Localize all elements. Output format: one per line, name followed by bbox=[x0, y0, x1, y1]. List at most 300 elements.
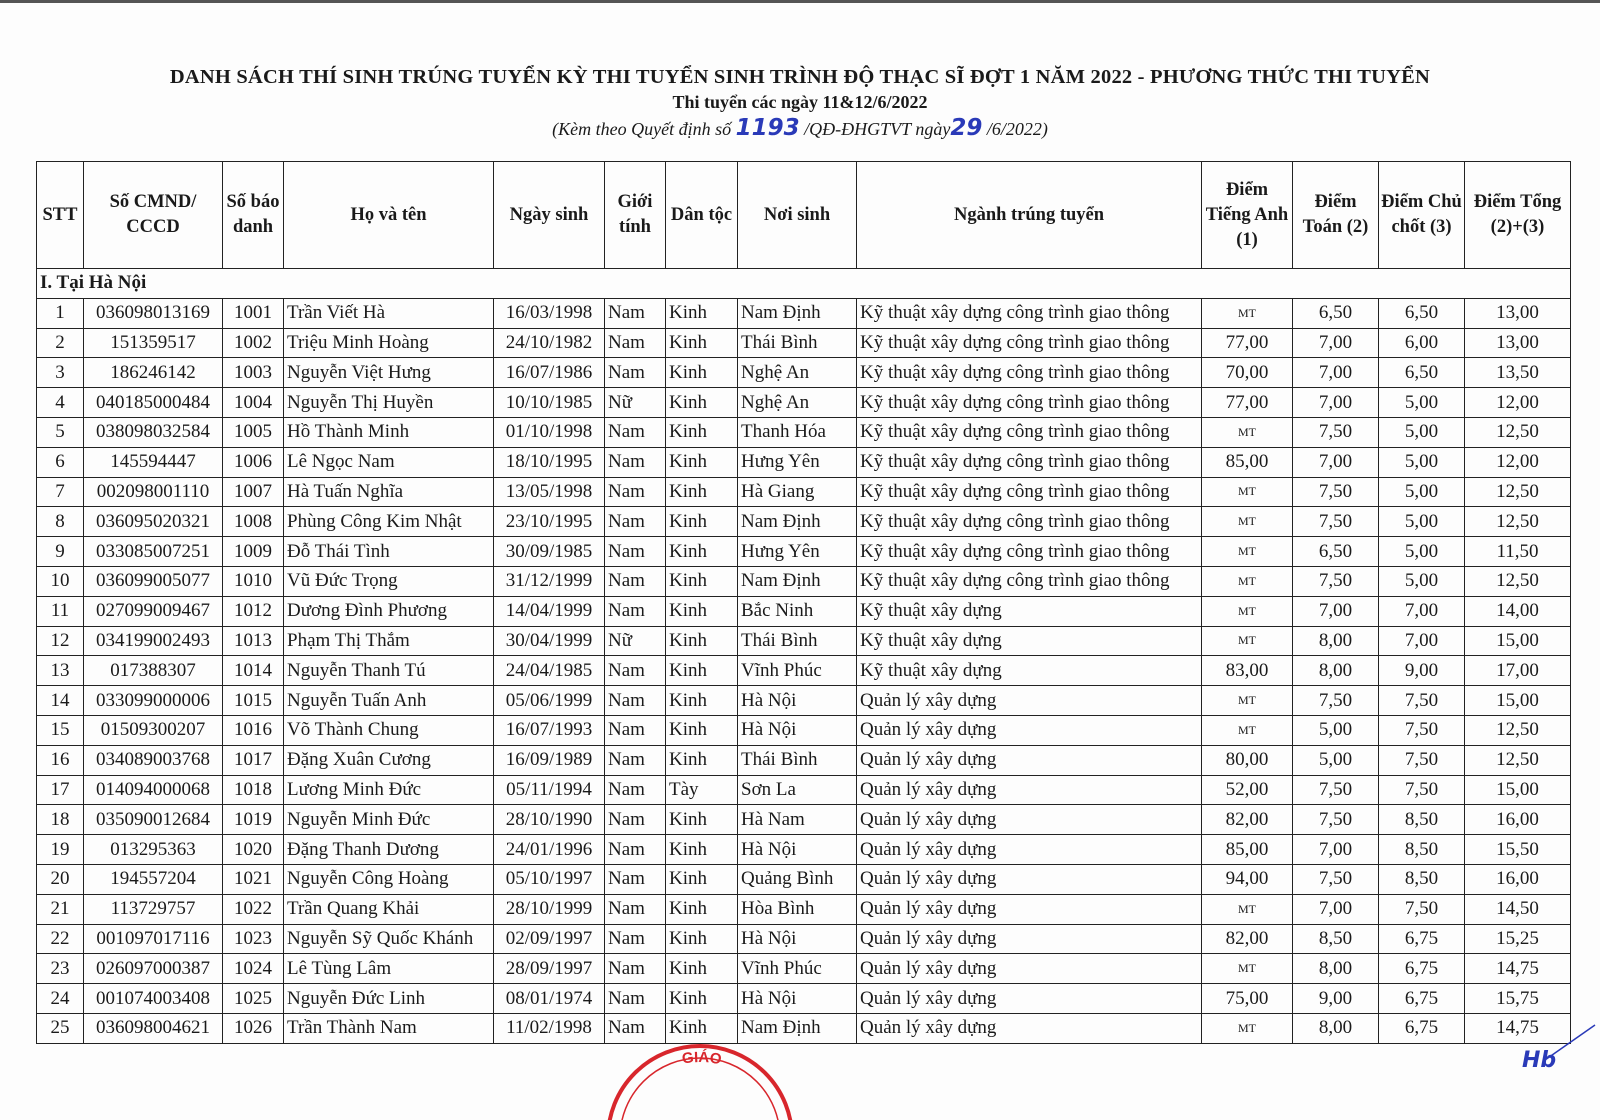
cell-stt: 21 bbox=[37, 894, 84, 924]
cell-sbd: 1013 bbox=[223, 626, 284, 656]
cell-gender: Nam bbox=[605, 298, 666, 328]
header-ethnic: Dân tộc bbox=[666, 162, 738, 269]
cell-dob: 16/07/1986 bbox=[494, 358, 605, 388]
section-label: I. Tại Hà Nội bbox=[37, 269, 1571, 299]
cell-total: 15,50 bbox=[1465, 835, 1571, 865]
decision-day-handwritten: 29 bbox=[950, 115, 983, 141]
cell-stt: 7 bbox=[37, 477, 84, 507]
cell-dob: 31/12/1999 bbox=[494, 566, 605, 596]
cell-core: 6,00 bbox=[1379, 328, 1465, 358]
cell-name: Nguyễn Sỹ Quốc Khánh bbox=[284, 924, 494, 954]
cell-major: Quản lý xây dựng bbox=[857, 864, 1202, 894]
cell-dob: 16/03/1998 bbox=[494, 298, 605, 328]
cell-gender: Nam bbox=[605, 596, 666, 626]
cell-stt: 6 bbox=[37, 447, 84, 477]
cell-cmnd: 194557204 bbox=[84, 864, 223, 894]
cell-ethnic: Kinh bbox=[666, 566, 738, 596]
cell-major: Kỹ thuật xây dựng công trình giao thông bbox=[857, 566, 1202, 596]
cell-math: 7,00 bbox=[1293, 596, 1379, 626]
cell-birthplace: Hà Nội bbox=[738, 984, 857, 1014]
cell-stt: 14 bbox=[37, 686, 84, 716]
cell-cmnd: 001074003408 bbox=[84, 984, 223, 1014]
cell-cmnd: 014094000068 bbox=[84, 775, 223, 805]
cell-birthplace: Hưng Yên bbox=[738, 537, 857, 567]
cell-stt: 8 bbox=[37, 507, 84, 537]
cell-gender: Nam bbox=[605, 417, 666, 447]
cell-english: 80,00 bbox=[1202, 745, 1293, 775]
cell-stt: 12 bbox=[37, 626, 84, 656]
cell-cmnd: 036098004621 bbox=[84, 1013, 223, 1043]
cell-core: 6,50 bbox=[1379, 358, 1465, 388]
cell-stt: 19 bbox=[37, 835, 84, 865]
cell-major: Kỹ thuật xây dựng công trình giao thông bbox=[857, 298, 1202, 328]
table-row bbox=[37, 835, 1571, 865]
cell-birthplace: Nghệ An bbox=[738, 358, 857, 388]
cell-total: 12,50 bbox=[1465, 745, 1571, 775]
cell-cmnd: 026097000387 bbox=[84, 954, 223, 984]
cell-birthplace: Thái Bình bbox=[738, 626, 857, 656]
cell-major: Kỹ thuật xây dựng công trình giao thông bbox=[857, 477, 1202, 507]
cell-cmnd: 113729757 bbox=[84, 894, 223, 924]
cell-birthplace: Nam Định bbox=[738, 566, 857, 596]
cell-stt: 3 bbox=[37, 358, 84, 388]
cell-sbd: 1020 bbox=[223, 835, 284, 865]
decision-prefix: (Kèm theo Quyết định số bbox=[552, 119, 736, 139]
cell-stt: 25 bbox=[37, 1013, 84, 1043]
cell-dob: 05/11/1994 bbox=[494, 775, 605, 805]
cell-major: Quản lý xây dựng bbox=[857, 954, 1202, 984]
cell-name: Phùng Công Kim Nhật bbox=[284, 507, 494, 537]
cell-ethnic: Kinh bbox=[666, 954, 738, 984]
cell-name: Nguyễn Đức Linh bbox=[284, 984, 494, 1014]
cell-english: MT bbox=[1202, 537, 1293, 567]
cell-gender: Nam bbox=[605, 537, 666, 567]
official-seal bbox=[590, 1040, 810, 1120]
cell-gender: Nam bbox=[605, 894, 666, 924]
cell-ethnic: Kinh bbox=[666, 388, 738, 418]
cell-total: 15,25 bbox=[1465, 924, 1571, 954]
cell-english: 52,00 bbox=[1202, 775, 1293, 805]
cell-math: 6,50 bbox=[1293, 298, 1379, 328]
cell-gender: Nam bbox=[605, 805, 666, 835]
cell-math: 8,00 bbox=[1293, 1013, 1379, 1043]
cell-cmnd: 145594447 bbox=[84, 447, 223, 477]
cell-birthplace: Nghệ An bbox=[738, 388, 857, 418]
cell-core: 9,00 bbox=[1379, 656, 1465, 686]
table-row bbox=[37, 358, 1571, 388]
cell-total: 12,00 bbox=[1465, 447, 1571, 477]
cell-birthplace: Nam Định bbox=[738, 507, 857, 537]
cell-gender: Nam bbox=[605, 1013, 666, 1043]
cell-core: 7,50 bbox=[1379, 686, 1465, 716]
cell-cmnd: 034199002493 bbox=[84, 626, 223, 656]
cell-major: Kỹ thuật xây dựng công trình giao thông bbox=[857, 507, 1202, 537]
header-gender: Giới tính bbox=[605, 162, 666, 269]
cell-core: 5,00 bbox=[1379, 447, 1465, 477]
cell-name: Dương Đình Phương bbox=[284, 596, 494, 626]
cell-english: MT bbox=[1202, 477, 1293, 507]
cell-dob: 24/01/1996 bbox=[494, 835, 605, 865]
cell-gender: Nam bbox=[605, 984, 666, 1014]
cell-dob: 05/10/1997 bbox=[494, 864, 605, 894]
table-row bbox=[37, 894, 1571, 924]
cell-ethnic: Kinh bbox=[666, 924, 738, 954]
table-row bbox=[37, 328, 1571, 358]
cell-birthplace: Hà Nam bbox=[738, 805, 857, 835]
cell-stt: 11 bbox=[37, 596, 84, 626]
cell-birthplace: Nam Định bbox=[738, 298, 857, 328]
cell-english: 94,00 bbox=[1202, 864, 1293, 894]
cell-cmnd: 036099005077 bbox=[84, 566, 223, 596]
table-row bbox=[37, 537, 1571, 567]
cell-ethnic: Kinh bbox=[666, 984, 738, 1014]
cell-total: 16,00 bbox=[1465, 864, 1571, 894]
cell-major: Quản lý xây dựng bbox=[857, 835, 1202, 865]
seal-text: GIÁO bbox=[680, 1048, 723, 1069]
cell-cmnd: 038098032584 bbox=[84, 417, 223, 447]
cell-ethnic: Kinh bbox=[666, 328, 738, 358]
cell-birthplace: Quảng Bình bbox=[738, 864, 857, 894]
document-header bbox=[0, 66, 1600, 141]
cell-core: 5,00 bbox=[1379, 566, 1465, 596]
cell-core: 6,50 bbox=[1379, 298, 1465, 328]
cell-english: 82,00 bbox=[1202, 805, 1293, 835]
cell-total: 12,50 bbox=[1465, 507, 1571, 537]
cell-birthplace: Hà Giang bbox=[738, 477, 857, 507]
header-major: Ngành trúng tuyển bbox=[857, 162, 1202, 269]
cell-stt: 4 bbox=[37, 388, 84, 418]
cell-birthplace: Thái Bình bbox=[738, 328, 857, 358]
cell-math: 7,50 bbox=[1293, 507, 1379, 537]
cell-name: Nguyễn Thị Huyền bbox=[284, 388, 494, 418]
cell-total: 15,00 bbox=[1465, 626, 1571, 656]
table-row bbox=[37, 924, 1571, 954]
cell-ethnic: Kinh bbox=[666, 864, 738, 894]
cell-major: Quản lý xây dựng bbox=[857, 924, 1202, 954]
cell-total: 11,50 bbox=[1465, 537, 1571, 567]
cell-english: MT bbox=[1202, 566, 1293, 596]
cell-major: Kỹ thuật xây dựng bbox=[857, 626, 1202, 656]
cell-major: Kỹ thuật xây dựng công trình giao thông bbox=[857, 447, 1202, 477]
cell-ethnic: Kinh bbox=[666, 894, 738, 924]
svg-text:GIÁO bbox=[681, 1049, 723, 1068]
cell-birthplace: Vĩnh Phúc bbox=[738, 656, 857, 686]
cell-core: 6,75 bbox=[1379, 984, 1465, 1014]
cell-major: Quản lý xây dựng bbox=[857, 715, 1202, 745]
header-name: Họ và tên bbox=[284, 162, 494, 269]
admission-table bbox=[36, 161, 1571, 1044]
cell-ethnic: Kinh bbox=[666, 417, 738, 447]
cell-name: Nguyễn Tuấn Anh bbox=[284, 686, 494, 716]
cell-total: 13,00 bbox=[1465, 328, 1571, 358]
cell-english: 83,00 bbox=[1202, 656, 1293, 686]
cell-math: 7,00 bbox=[1293, 447, 1379, 477]
cell-dob: 02/09/1997 bbox=[494, 924, 605, 954]
cell-birthplace: Hà Nội bbox=[738, 715, 857, 745]
cell-core: 6,75 bbox=[1379, 924, 1465, 954]
cell-gender: Nam bbox=[605, 924, 666, 954]
cell-core: 5,00 bbox=[1379, 537, 1465, 567]
decision-number-handwritten: 1193 bbox=[735, 115, 800, 141]
cell-major: Kỹ thuật xây dựng bbox=[857, 596, 1202, 626]
cell-cmnd: 027099009467 bbox=[84, 596, 223, 626]
cell-name: Đỗ Thái Tình bbox=[284, 537, 494, 567]
table-row bbox=[37, 626, 1571, 656]
cell-gender: Nam bbox=[605, 686, 666, 716]
cell-math: 7,50 bbox=[1293, 417, 1379, 447]
cell-total: 14,75 bbox=[1465, 954, 1571, 984]
cell-major: Kỹ thuật xây dựng công trình giao thông bbox=[857, 417, 1202, 447]
cell-math: 7,50 bbox=[1293, 805, 1379, 835]
cell-dob: 14/04/1999 bbox=[494, 596, 605, 626]
cell-sbd: 1023 bbox=[223, 924, 284, 954]
cell-ethnic: Kinh bbox=[666, 745, 738, 775]
table-row bbox=[37, 745, 1571, 775]
cell-math: 7,00 bbox=[1293, 835, 1379, 865]
cell-stt: 18 bbox=[37, 805, 84, 835]
cell-ethnic: Kinh bbox=[666, 507, 738, 537]
cell-dob: 08/01/1974 bbox=[494, 984, 605, 1014]
cell-major: Quản lý xây dựng bbox=[857, 984, 1202, 1014]
cell-math: 8,00 bbox=[1293, 656, 1379, 686]
cell-total: 15,75 bbox=[1465, 984, 1571, 1014]
cell-math: 5,00 bbox=[1293, 715, 1379, 745]
cell-birthplace: Hưng Yên bbox=[738, 447, 857, 477]
decision-suffix: /6/2022) bbox=[982, 119, 1048, 139]
cell-english: 70,00 bbox=[1202, 358, 1293, 388]
cell-dob: 11/02/1998 bbox=[494, 1013, 605, 1043]
cell-major: Kỹ thuật xây dựng bbox=[857, 656, 1202, 686]
cell-stt: 10 bbox=[37, 566, 84, 596]
cell-total: 14,75 bbox=[1465, 1013, 1571, 1043]
cell-cmnd: 002098001110 bbox=[84, 477, 223, 507]
cell-dob: 10/10/1985 bbox=[494, 388, 605, 418]
cell-core: 8,50 bbox=[1379, 835, 1465, 865]
cell-dob: 01/10/1998 bbox=[494, 417, 605, 447]
cell-stt: 22 bbox=[37, 924, 84, 954]
cell-major: Quản lý xây dựng bbox=[857, 894, 1202, 924]
cell-gender: Nam bbox=[605, 477, 666, 507]
cell-sbd: 1025 bbox=[223, 984, 284, 1014]
cell-name: Đặng Xuân Cương bbox=[284, 745, 494, 775]
table-row bbox=[37, 984, 1571, 1014]
cell-stt: 23 bbox=[37, 954, 84, 984]
cell-english: 85,00 bbox=[1202, 447, 1293, 477]
cell-english: MT bbox=[1202, 1013, 1293, 1043]
cell-core: 7,00 bbox=[1379, 626, 1465, 656]
cell-sbd: 1009 bbox=[223, 537, 284, 567]
cell-math: 8,00 bbox=[1293, 626, 1379, 656]
cell-ethnic: Kinh bbox=[666, 656, 738, 686]
header-birthplace: Nơi sinh bbox=[738, 162, 857, 269]
document-subtitle: Thi tuyển các ngày 11&12/6/2022 bbox=[672, 92, 928, 112]
document-title: DANH SÁCH THÍ SINH TRÚNG TUYỂN KỲ THI TUYỂN SINH TRÌNH ĐỘ THẠC SĨ ĐỢT 1 NĂM 2022 - PHƯƠNG THỨC THI TUYỂN bbox=[169, 66, 1431, 88]
cell-sbd: 1014 bbox=[223, 656, 284, 686]
header-dob: Ngày sinh bbox=[494, 162, 605, 269]
cell-gender: Nam bbox=[605, 507, 666, 537]
cell-total: 15,00 bbox=[1465, 686, 1571, 716]
cell-english: 77,00 bbox=[1202, 328, 1293, 358]
cell-total: 15,00 bbox=[1465, 775, 1571, 805]
cell-math: 8,50 bbox=[1293, 924, 1379, 954]
cell-ethnic: Kinh bbox=[666, 358, 738, 388]
header-total: Điểm Tổng (2)+(3) bbox=[1465, 162, 1571, 269]
cell-english: 85,00 bbox=[1202, 835, 1293, 865]
header-stt: STT bbox=[37, 162, 84, 269]
cell-sbd: 1022 bbox=[223, 894, 284, 924]
cell-gender: Nam bbox=[605, 715, 666, 745]
cell-name: Phạm Thị Thắm bbox=[284, 626, 494, 656]
cell-sbd: 1006 bbox=[223, 447, 284, 477]
cell-dob: 30/09/1985 bbox=[494, 537, 605, 567]
header-cmnd: Số CMND/ CCCD bbox=[84, 162, 223, 269]
cell-sbd: 1017 bbox=[223, 745, 284, 775]
cell-dob: 28/10/1990 bbox=[494, 805, 605, 835]
section-row bbox=[37, 269, 1571, 299]
cell-ethnic: Kinh bbox=[666, 805, 738, 835]
cell-name: Lương Minh Đức bbox=[284, 775, 494, 805]
cell-birthplace: Bắc Ninh bbox=[738, 596, 857, 626]
cell-birthplace: Hà Nội bbox=[738, 924, 857, 954]
cell-dob: 28/09/1997 bbox=[494, 954, 605, 984]
cell-cmnd: 001097017116 bbox=[84, 924, 223, 954]
cell-dob: 16/09/1989 bbox=[494, 745, 605, 775]
cell-sbd: 1018 bbox=[223, 775, 284, 805]
cell-major: Quản lý xây dựng bbox=[857, 745, 1202, 775]
cell-cmnd: 040185000484 bbox=[84, 388, 223, 418]
cell-ethnic: Tày bbox=[666, 775, 738, 805]
cell-stt: 9 bbox=[37, 537, 84, 567]
cell-birthplace: Nam Định bbox=[738, 1013, 857, 1043]
cell-total: 12,50 bbox=[1465, 417, 1571, 447]
cell-name: Triệu Minh Hoàng bbox=[284, 328, 494, 358]
cell-ethnic: Kinh bbox=[666, 686, 738, 716]
cell-birthplace: Vĩnh Phúc bbox=[738, 954, 857, 984]
cell-english: MT bbox=[1202, 954, 1293, 984]
cell-major: Quản lý xây dựng bbox=[857, 775, 1202, 805]
cell-major: Kỹ thuật xây dựng công trình giao thông bbox=[857, 537, 1202, 567]
cell-sbd: 1010 bbox=[223, 566, 284, 596]
cell-sbd: 1007 bbox=[223, 477, 284, 507]
cell-english: 75,00 bbox=[1202, 984, 1293, 1014]
cell-name: Hà Tuấn Nghĩa bbox=[284, 477, 494, 507]
cell-total: 12,50 bbox=[1465, 477, 1571, 507]
cell-math: 5,00 bbox=[1293, 745, 1379, 775]
cell-name: Lê Ngọc Nam bbox=[284, 447, 494, 477]
cell-gender: Nam bbox=[605, 835, 666, 865]
header-sbd: Số báo danh bbox=[223, 162, 284, 269]
cell-math: 7,00 bbox=[1293, 358, 1379, 388]
cell-ethnic: Kinh bbox=[666, 477, 738, 507]
cell-cmnd: 033099000006 bbox=[84, 686, 223, 716]
header-math: Điểm Toán (2) bbox=[1293, 162, 1379, 269]
cell-dob: 28/10/1999 bbox=[494, 894, 605, 924]
cell-stt: 2 bbox=[37, 328, 84, 358]
cell-stt: 20 bbox=[37, 864, 84, 894]
cell-core: 5,00 bbox=[1379, 388, 1465, 418]
cell-core: 8,50 bbox=[1379, 864, 1465, 894]
cell-ethnic: Kinh bbox=[666, 1013, 738, 1043]
cell-core: 5,00 bbox=[1379, 477, 1465, 507]
table-row bbox=[37, 1013, 1571, 1043]
cell-english: 82,00 bbox=[1202, 924, 1293, 954]
cell-dob: 24/10/1982 bbox=[494, 328, 605, 358]
cell-english: MT bbox=[1202, 298, 1293, 328]
cell-cmnd: 035090012684 bbox=[84, 805, 223, 835]
cell-total: 12,50 bbox=[1465, 715, 1571, 745]
cell-total: 12,50 bbox=[1465, 566, 1571, 596]
cell-total: 13,50 bbox=[1465, 358, 1571, 388]
cell-dob: 16/07/1993 bbox=[494, 715, 605, 745]
cell-birthplace: Hà Nội bbox=[738, 686, 857, 716]
cell-core: 7,50 bbox=[1379, 745, 1465, 775]
cell-cmnd: 151359517 bbox=[84, 328, 223, 358]
cell-gender: Nữ bbox=[605, 626, 666, 656]
cell-math: 7,00 bbox=[1293, 894, 1379, 924]
cell-stt: 24 bbox=[37, 984, 84, 1014]
cell-gender: Nam bbox=[605, 864, 666, 894]
cell-major: Kỹ thuật xây dựng công trình giao thông bbox=[857, 388, 1202, 418]
cell-english: MT bbox=[1202, 715, 1293, 745]
cell-sbd: 1005 bbox=[223, 417, 284, 447]
cell-cmnd: 033085007251 bbox=[84, 537, 223, 567]
cell-sbd: 1002 bbox=[223, 328, 284, 358]
cell-dob: 05/06/1999 bbox=[494, 686, 605, 716]
cell-name: Nguyễn Việt Hưng bbox=[284, 358, 494, 388]
cell-english: MT bbox=[1202, 894, 1293, 924]
cell-sbd: 1019 bbox=[223, 805, 284, 835]
cell-english: MT bbox=[1202, 686, 1293, 716]
cell-core: 8,50 bbox=[1379, 805, 1465, 835]
cell-sbd: 1016 bbox=[223, 715, 284, 745]
cell-ethnic: Kinh bbox=[666, 537, 738, 567]
cell-name: Trần Viết Hà bbox=[284, 298, 494, 328]
cell-total: 14,50 bbox=[1465, 894, 1571, 924]
cell-core: 7,50 bbox=[1379, 715, 1465, 745]
cell-core: 6,75 bbox=[1379, 1013, 1465, 1043]
cell-major: Kỹ thuật xây dựng công trình giao thông bbox=[857, 328, 1202, 358]
cell-name: Nguyễn Thanh Tú bbox=[284, 656, 494, 686]
cell-sbd: 1001 bbox=[223, 298, 284, 328]
cell-math: 7,00 bbox=[1293, 328, 1379, 358]
cell-math: 7,50 bbox=[1293, 477, 1379, 507]
cell-sbd: 1008 bbox=[223, 507, 284, 537]
cell-core: 6,75 bbox=[1379, 954, 1465, 984]
table-row bbox=[37, 805, 1571, 835]
cell-sbd: 1012 bbox=[223, 596, 284, 626]
cell-name: Đặng Thanh Dương bbox=[284, 835, 494, 865]
table-row bbox=[37, 447, 1571, 477]
cell-birthplace: Sơn La bbox=[738, 775, 857, 805]
cell-stt: 1 bbox=[37, 298, 84, 328]
cell-major: Kỹ thuật xây dựng công trình giao thông bbox=[857, 358, 1202, 388]
cell-math: 7,50 bbox=[1293, 566, 1379, 596]
cell-sbd: 1015 bbox=[223, 686, 284, 716]
cell-gender: Nam bbox=[605, 656, 666, 686]
cell-name: Trần Quang Khải bbox=[284, 894, 494, 924]
cell-ethnic: Kinh bbox=[666, 835, 738, 865]
cell-total: 16,00 bbox=[1465, 805, 1571, 835]
cell-name: Võ Thành Chung bbox=[284, 715, 494, 745]
decision-mid: /QĐ-ĐHGTVT ngày bbox=[799, 119, 951, 139]
cell-math: 7,50 bbox=[1293, 686, 1379, 716]
cell-cmnd: 186246142 bbox=[84, 358, 223, 388]
cell-name: Lê Tùng Lâm bbox=[284, 954, 494, 984]
cell-name: Vũ Đức Trọng bbox=[284, 566, 494, 596]
cell-math: 9,00 bbox=[1293, 984, 1379, 1014]
cell-name: Hồ Thành Minh bbox=[284, 417, 494, 447]
cell-cmnd: 034089003768 bbox=[84, 745, 223, 775]
